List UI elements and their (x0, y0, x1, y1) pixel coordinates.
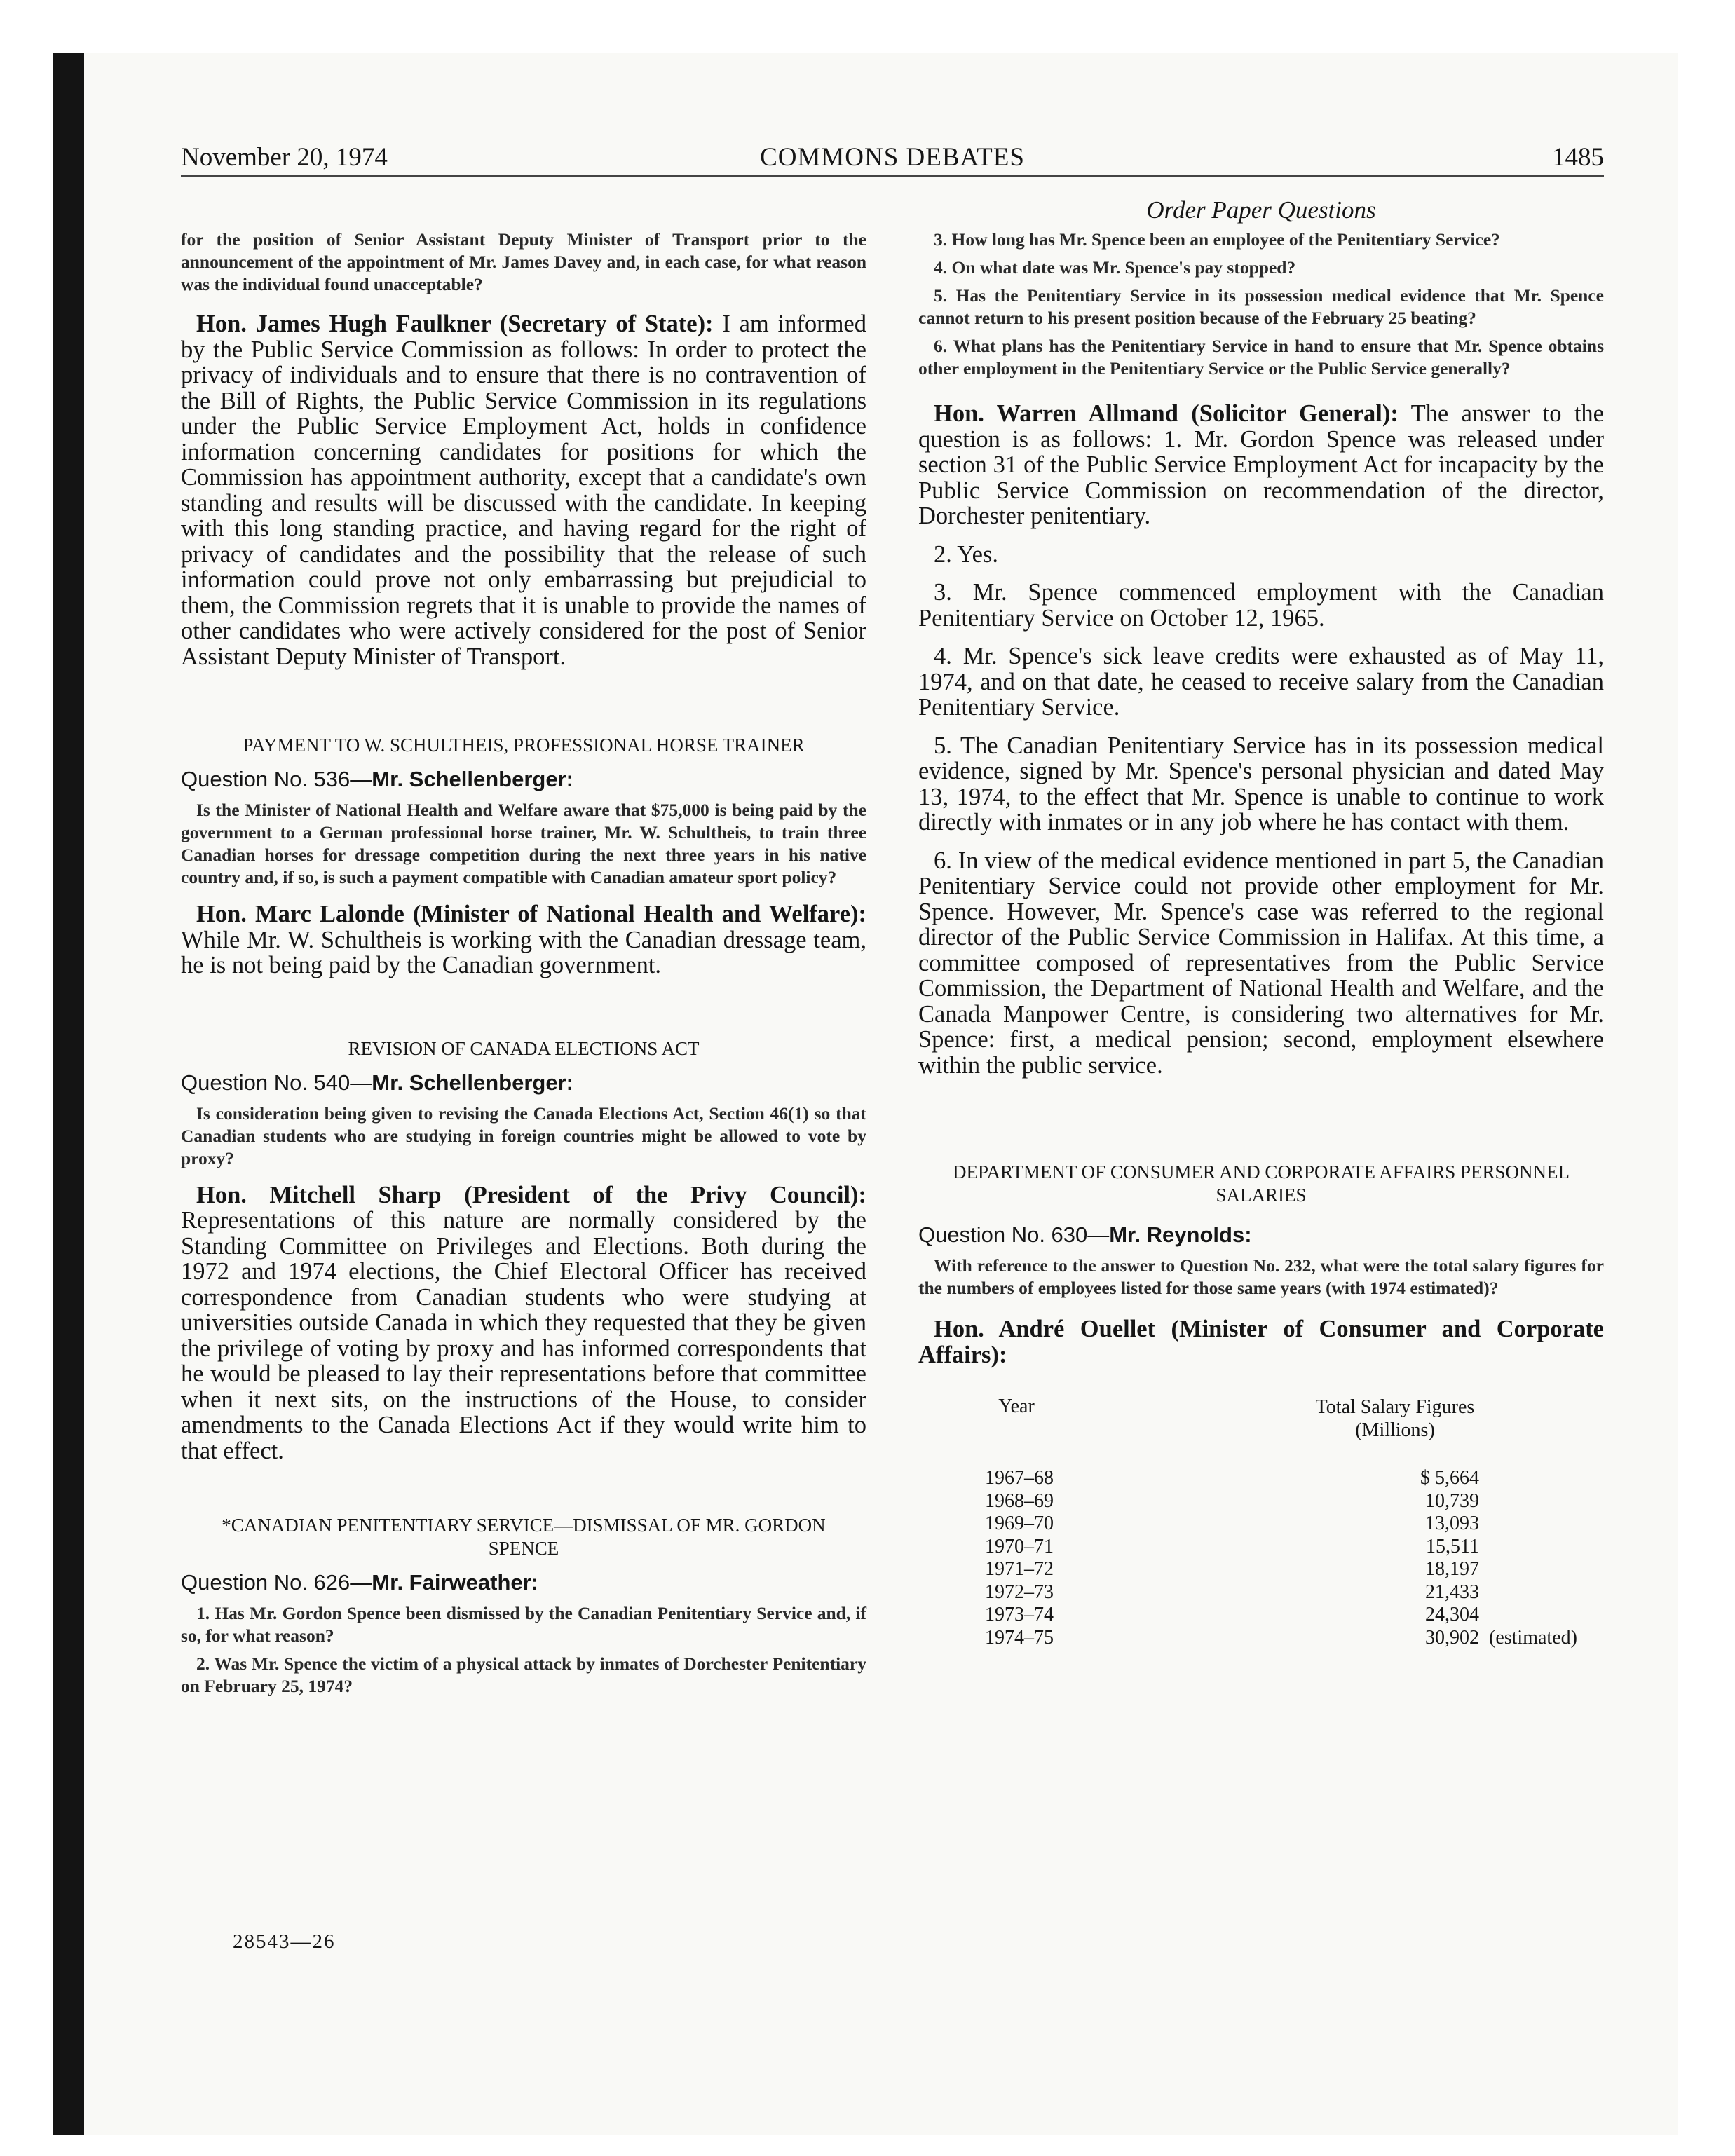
header-page-number: 1485 (1552, 143, 1604, 172)
row-year: 1972–73 (985, 1581, 1054, 1603)
row-value: 10,739 (1425, 1489, 1479, 1512)
left-column (181, 228, 866, 1703)
table-row (918, 1536, 1604, 1559)
row-value: 30,902 (1425, 1626, 1479, 1649)
row-value: 24,304 (1425, 1604, 1479, 1625)
question-text-540: Is consideration being given to revising the Canada Elections Act, Section 46(1) so that Canadian students who are studying in foreign countries might be allowed to vote by proxy? (181, 1103, 866, 1168)
row-year: 1970–71 (985, 1535, 1054, 1557)
row-year: 1969–70 (985, 1513, 1054, 1534)
question-line-540 (181, 1069, 866, 1097)
sharp-answer-text: Representations of this nature are normally considered by the Standing Committee on Privileges and Elections. Both during the 1972 and 1974 elections, the Chief Electoral Officer has received correspondence from Canadian students who were studying at universities outside Canada in which they requested that they be given the privilege of voting by proxy and has informed correspondents that he would be pleased to lay their representations before that committee when it next sits, on the instructions of the House, to consider amendments to the Canada Elections Act if they would write him to that effect. (181, 1207, 866, 1464)
header-date: November 20, 1974 (181, 143, 388, 172)
table-row (918, 1558, 1604, 1581)
question-text-630: With reference to the answer to Question No. 232, what were the total salary figures for the numbers of employees listed for those same years (with 1974 estimated)? (918, 1255, 1604, 1298)
column-header-total (1220, 1396, 1570, 1442)
question-line-536 (181, 765, 866, 793)
print-code: 28543—26 (233, 1930, 336, 1953)
salary-table-header (918, 1396, 1604, 1442)
column-header-year: Year (998, 1396, 1035, 1417)
row-year: 1968–69 (985, 1489, 1054, 1512)
speaker-sharp: Hon. Mitchell Sharp (President of the Privy Council): (196, 1181, 866, 1208)
speaker-ouellet: Hon. André Ouellet (Minister of Consumer and Corporate Affairs): (918, 1316, 1604, 1368)
header-title: COMMONS DEBATES (760, 143, 1025, 172)
table-row (918, 1490, 1604, 1513)
allmand-point-2: 2. Yes. (934, 540, 999, 568)
table-row (918, 1581, 1604, 1604)
salary-table-body (918, 1467, 1604, 1649)
question-label-626: Question No. 626— (181, 1570, 372, 1595)
question-item-626-3: 3. How long has Mr. Spence been an employee of the Penitentiary Service? (934, 229, 1500, 250)
row-value: $ 5,664 (1420, 1467, 1479, 1489)
allmand-answer (918, 401, 1604, 529)
question-continuation: for the position of Senior Assistant Deputy Minister of Transport prior to the announcement of the appointment of Mr. James Davey and, in each case, for what reason was the individual found unacceptable? (181, 229, 866, 294)
row-year: 1974–75 (985, 1626, 1054, 1649)
speaker-allmand: Hon. Warren Allmand (Solicitor General): (934, 400, 1399, 427)
faulkner-answer-text: I am informed by the Public Service Commission as follows: In order to protect the privacy of individuals and to ensure that there is no contravention of the Bill of Rights, the Public Service Commission in its regulations under the Public Service Employment Act, holds in confidence information concerning candidates for positions for which the Commission has appointment authority, except that a candidate's own standing and results will be discussed with the candidate. In keeping with this long standing practice, and having regard for the right of privacy of candidates and the possibility that the release of such information could prove not only embarrassing but prejudicial to them, the Commission regrets that it is unable to provide the names of other candidates who were actively considered for the post of Senior Assistant Deputy Minister of Transport. (181, 311, 866, 670)
allmand-answer-text: The answer to the question is as follows: 1. Mr. Gordon Spence was released under section 31 of the Public Service Employment Act for incapacity by the Public Service Commission on recommendation of the director, Dorchester penitentiary. (918, 400, 1604, 529)
faulkner-answer (181, 311, 866, 669)
column-header-total-unit: (Millions) (1355, 1419, 1435, 1441)
table-row (918, 1467, 1604, 1490)
allmand-point-6: 6. In view of the medical evidence mentioned in part 5, the Canadian Penitentiary Service could not provide other employment for Mr. Spence. However, Mr. Spence's case was referred to the regional director of the Public Service Commission in Halifax. At this time, a committee composed of representatives from the Public Service Commission, the Department of National Health and Welfare, and the Canada Manpower Centre, is considering two alternatives for Mr. Spence: first, a medical pension; second, employment elsewhere within the public service. (918, 847, 1604, 1079)
question-item-626-6: 6. What plans has the Penitentiary Service in hand to ensure that Mr. Spence obtains other employment in the Penitentiary Service or the Public Service generally? (918, 336, 1604, 378)
table-row (918, 1627, 1604, 1650)
question-item-626-2: 2. Was Mr. Spence the victim of a physical attack by inmates of Dorchester Penitentiary on February 25, 1974? (181, 1653, 866, 1696)
ouellet-answer (918, 1316, 1604, 1367)
asker-536: Mr. Schellenberger: (372, 767, 573, 791)
question-item-626-5: 5. Has the Penitentiary Service in its possession medical evidence that Mr. Spence cannot return to his present position because of the February 25 beating? (918, 285, 1604, 328)
question-label-536: Question No. 536— (181, 767, 372, 791)
salary-table (918, 1396, 1604, 1649)
row-value: 15,511 (1426, 1535, 1479, 1557)
question-text-536: Is the Minister of National Health and Welfare aware that $75,000 is being paid by the government to a German professional horse trainer, Mr. W. Schultheis, to train three Canadian horses for dressage competition during the next three years in his native country and, if so, is such a payment compatible with Canadian amateur sport policy? (181, 800, 866, 887)
heading-q540: REVISION OF CANADA ELECTIONS ACT (348, 1037, 700, 1059)
speaker-faulkner: Hon. James Hugh Faulkner (Secretary of State): (196, 311, 714, 337)
row-value: 18,197 (1425, 1558, 1479, 1580)
question-item-626-1: 1. Has Mr. Gordon Spence been dismissed by the Canadian Penitentiary Service and, if so, for what reason? (181, 1603, 866, 1646)
question-label-630: Question No. 630— (918, 1222, 1110, 1247)
question-line-626 (181, 1569, 866, 1597)
allmand-point-5: 5. The Canadian Penitentiary Service has in its possession medical evidence, signed by Mr. Spence's personal physician and dated May 13, 1974, to the effect that Mr. Spence is unable to continue to work directly with inmates or in any job where he has contact with them. (918, 732, 1604, 835)
asker-540: Mr. Schellenberger: (372, 1070, 573, 1095)
allmand-point-3: 3. Mr. Spence commenced employment with the Canadian Penitentiary Service on October 12, 1965. (918, 579, 1604, 632)
question-item-626-4: 4. On what date was Mr. Spence's pay stopped? (934, 257, 1296, 278)
row-year: 1967–68 (985, 1467, 1054, 1489)
column-header-total-label: Total Salary Figures (1315, 1396, 1475, 1418)
running-head (181, 140, 1604, 177)
heading-q536: PAYMENT TO W. SCHULTHEIS, PROFESSIONAL HORSE TRAINER (243, 735, 805, 756)
allmand-point-4: 4. Mr. Spence's sick leave credits were exhausted as of May 11, 1974, and on that date, he ceased to receive salary from the Canadian Penitentiary Service. (918, 643, 1604, 721)
speaker-lalonde: Hon. Marc Lalonde (Minister of National Health and Welfare): (196, 901, 866, 927)
section-heading: Order Paper Questions (1146, 196, 1376, 224)
row-year: 1973–74 (985, 1604, 1054, 1625)
row-note: (estimated) (1489, 1626, 1577, 1649)
table-row (918, 1604, 1604, 1627)
scan-edge-strip (53, 53, 84, 2135)
asker-630: Mr. Reynolds: (1109, 1222, 1252, 1247)
heading-q630: DEPARTMENT OF CONSUMER AND CORPORATE AFFAIRS PERSONNEL SALARIES (952, 1161, 1570, 1206)
row-value: 13,093 (1425, 1513, 1479, 1534)
row-year: 1971–72 (985, 1558, 1054, 1580)
table-row (918, 1513, 1604, 1536)
lalonde-answer-text: While Mr. W. Schultheis is working with the Canadian dressage team, he is not being paid by the Canadian government. (181, 926, 866, 978)
row-value: 21,433 (1425, 1581, 1479, 1603)
sharp-answer (181, 1182, 866, 1464)
asker-626: Mr. Fairweather: (372, 1570, 539, 1595)
heading-q626: *CANADIAN PENITENTIARY SERVICE—DISMISSAL OF MR. GORDON SPENCE (222, 1515, 826, 1559)
right-column (918, 228, 1604, 1649)
lalonde-answer (181, 901, 866, 978)
question-label-540: Question No. 540— (181, 1070, 372, 1095)
question-line-630 (918, 1221, 1604, 1249)
